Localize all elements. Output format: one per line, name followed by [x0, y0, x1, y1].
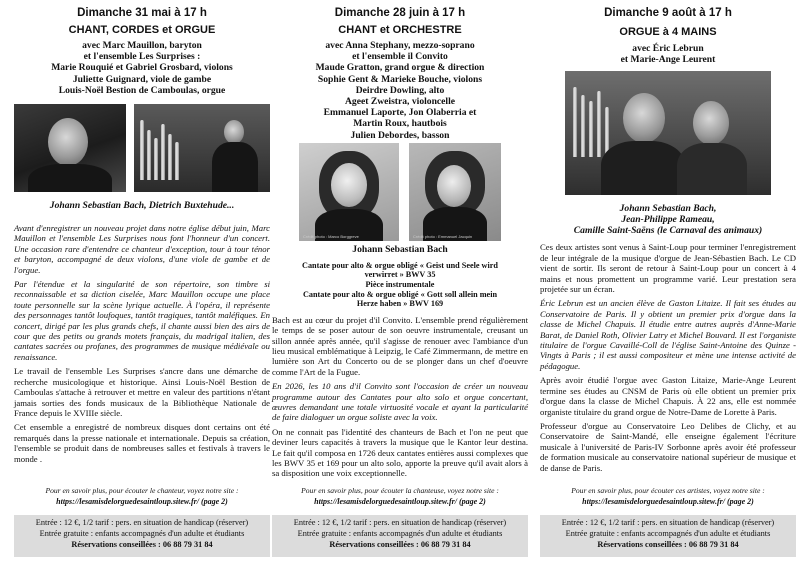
- paragraph: Avant d'enregistrer un nouveau projet dans notre église début juin, Marc Mauillon et l'ensemble Les Surprises nous font l'honneur d'un concert. Une occasion rare d'entendre ce chanteur d'exception, tour à tour ténor et baryton, accompagné de deux violons, d'une viole de gambe et de l'orgue.: [14, 223, 270, 275]
- paragraph: Après avoir étudié l'orgue avec Gaston Litaize, Marie-Ange Leurent termine ses études au CNSM de Paris où elle obtient un premier prix d'orgue dans la classe de Michel Chapuis. À 22 ans, elle est nommée organiste titulaire du grand orgue de Notre-Dame de Lorette à Paris.: [540, 375, 796, 417]
- concert-description: [14, 223, 270, 464]
- concert-column-june: [272, 0, 528, 565]
- performer-line: Deirdre Dowling, alto: [355, 84, 445, 96]
- concert-title: CHANT, CORDES et ORGUE: [68, 24, 216, 36]
- website-link[interactable]: https://lesamisdelorguedesaintloup.sitew.fr/ (page 2): [56, 497, 228, 506]
- free-entry-line: Entrée gratuite : enfants accompagnés d'un adulte et étudiants: [297, 529, 503, 538]
- performer-line: avec Éric Lebrun: [632, 43, 704, 54]
- price-line: Entrée : 12 €, 1/2 tarif : pers. en situation de handicap (réserver): [293, 518, 507, 527]
- concert-column-may: [14, 0, 270, 565]
- photo-row: [272, 143, 528, 241]
- performer-line: Ageet Zweistra, violoncelle: [344, 96, 456, 108]
- performer-line: avec Marc Mauillon, baryton: [82, 40, 202, 51]
- paragraph: Éric Lebrun est un ancien élève de Gaston Litaize. Il fait ses études au Conservatoire de Paris. Il y obtient un premier prix d'orgue dans la classe de Michel Chapuis. Il étudie entre autres auprès d'Anne-Marie Barat, de Daniel Roth, Olivier Latry et Michel Bouvard. Il est l'organiste titulaire de l'orgue Cavaillé-Coll de l'église Saint-Antoine des Quinze -Vingts à Paris ; il est aussi compositeur et mène une intense activité de pédagogue.: [540, 298, 796, 371]
- program-caption: [540, 203, 796, 236]
- paragraph: Le travail de l'ensemble Les Surprises s'ancre dans une démarche de recherche musicologique et historique. Ainsi Louis-Noël Bestion de Camboulas s'attache à retrouver et mettre en valeur des partitions n'étant jamais sorties des fonds musicaux de la Bibliothèque Nationale de France depuis le XVIIIe siècle.: [14, 366, 270, 418]
- work-line: Herze haben » BWV 169: [356, 299, 444, 309]
- ensemble-organ-photo: [134, 104, 270, 192]
- website-link[interactable]: https://lesamisdelorguedesaintloup.sitew.fr/ (page 2): [582, 497, 754, 506]
- more-info: [14, 486, 270, 507]
- performers-list: [14, 40, 270, 96]
- performer-line: et l'ensemble Les Surprises :: [83, 51, 201, 63]
- work-line: Cantate pour alto & orgue obligé « Geist und Seele wird: [302, 260, 498, 270]
- paragraph: Cet ensemble a enregistré de nombreux disques dont certains ont été remarqués dans la presse nationale et internationale. Depuis sa création, l'ensemble se produit dans de nombreuses salles et festivals à travers le monde .: [14, 422, 270, 464]
- price-line: Entrée : 12 €, 1/2 tarif : pers. en situation de handicap (réserver): [561, 518, 775, 527]
- concert-date: Dimanche 31 mai à 17 h: [77, 7, 207, 19]
- performer-line: et Marie-Ange Leurent: [620, 54, 716, 66]
- photo-row: [14, 104, 270, 192]
- portrait-photo-singer: [14, 104, 126, 192]
- concert-title: ORGUE à 4 MAINS: [619, 26, 717, 38]
- performer-line: Juliette Guignard, viole de gambe: [72, 73, 212, 85]
- concert-date: Dimanche 9 août à 17 h: [604, 7, 732, 19]
- concert-description: [272, 315, 528, 479]
- program-caption: Johann Sebastian Bach: [352, 243, 448, 255]
- performer-line: Emmanuel Laporte, Jon Olaberria et: [323, 107, 477, 119]
- free-entry-line: Entrée gratuite : enfants accompagnés d'un adulte et étudiants: [39, 529, 245, 538]
- caption-line: Camille Saint-Saëns (le Carnaval des animaux): [573, 225, 763, 237]
- work-line: Cantate pour alto & orgue obligé « Gott soll allein mein: [302, 289, 498, 299]
- paragraph: Professeur d'orgue au Conservatoire Leo Delibes de Clichy, et au Conservatoire de Saint-Mandé, elle enseigne également l'écriture musicale à l'université de Paris-IV Sorbonne après avoir été professeur de formation musicale au conservatoire national supérieur de musique et de danse de Paris.: [540, 420, 796, 473]
- duo-organists-photo: [565, 71, 771, 195]
- paragraph: En 2026, les 10 ans d'il Convito sont l'occasion de créer un nouveau programme autour des Cantates pour alto solo et orgue concertant, œuvres demandant une totale virtuosité vocale et ayant la particularité de faire dialoguer un orgue soliste avec la voix.: [272, 381, 528, 423]
- paragraph: Bach est au cœur du projet d'il Convito. L'ensemble prend régulièrement le temps de se poser autour de son oeuvre instrumentale, creusant un sillon année après année, qu'il s'agisse de renouer avec l'ambiance d'un lieu musical emblématique à Leipzig, le Café Zimmermann, de mettre en lumière son Art du Concerto ou de se plonger dans un chef d'oeuvre comme l'Art de la Fugue.: [272, 314, 528, 377]
- price-box: [272, 515, 528, 557]
- portrait-photo-singer: [299, 143, 399, 241]
- performer-line: et l'ensemble il Convito: [352, 51, 448, 63]
- more-info-text: Pour en savoir plus, pour écouter le chanteur, voyez notre site :: [45, 486, 239, 495]
- website-link[interactable]: https://lesamisdelorguedesaintloup.sitew.fr/ (page 2): [314, 497, 486, 506]
- more-info: [540, 486, 796, 507]
- caption-line: Johann Sebastian Bach,: [619, 203, 717, 215]
- concert-description: [540, 242, 796, 473]
- more-info-text: Pour en savoir plus, pour écouter ces artistes, voyez notre site :: [571, 486, 765, 495]
- work-line: Pièce instrumentale: [365, 280, 435, 290]
- performers-list: [272, 40, 528, 141]
- price-line: Entrée : 12 €, 1/2 tarif : pers. en situation de handicap (réserver): [35, 518, 249, 527]
- paragraph: On ne connait pas l'identité des chanteurs de Bach et l'on ne peut que deviner leurs capacités à travers la musique que le Kantor leur destina. Le fait qu'il composa en 1726 deux cantates entières aussi complexes que les BWV 35 et 169 pour un alto solo, apporte la preuve qu'il avait alors à sa disposition une voix exceptionnelle.: [272, 426, 528, 479]
- performer-line: avec Anna Stephany, mezzo-soprano: [325, 40, 475, 51]
- performer-line: Sophie Gent & Marieke Bouche, violons: [317, 73, 483, 85]
- portrait-photo-conductor: [409, 143, 501, 241]
- concert-date: Dimanche 28 juin à 17 h: [334, 7, 466, 19]
- reservation-line: Réservations conseillées : 06 88 79 31 84: [329, 540, 471, 549]
- performer-line: Maude Gratton, grand orgue & direction: [315, 62, 485, 74]
- performers-list: [540, 43, 796, 65]
- photo-credit: Crédit photo : Emmanuel Jacquin: [413, 233, 473, 239]
- reservation-line: Réservations conseillées : 06 88 79 31 84: [71, 540, 213, 549]
- performer-line: Martin Roux, hautbois: [353, 118, 447, 130]
- more-info-text: Pour en savoir plus, pour écouter la chanteuse, voyez notre site :: [301, 486, 499, 495]
- caption-line: Jean-Philippe Rameau,: [621, 214, 715, 226]
- concert-column-august: [540, 0, 796, 565]
- performer-line: Louis-Noël Bestion de Camboulas, orgue: [58, 84, 226, 96]
- paragraph: Par l'étendue et la singularité de son répertoire, son timbre si reconnaissable et sa diction ciselée, Marc Mauillon occupe une place toute personnelle sur la scène lyrique actuelle. À l'opéra, il représente des personnages tantôt loufoques, tantôt tragiques, tantôt maléfiques. En concert, dirigé par les plus grands chefs, il chante aussi bien des airs de cour que des petits ou grands motets français, du madrigal italien, des cantates sacrées ou profanes, des programmes de musique médiévale ou renaissance.: [14, 279, 270, 362]
- works-list: [272, 261, 528, 309]
- paragraph: Ces deux artistes sont venus à Saint-Loup pour terminer l'enregistrement de leur intégrale de la musique d'orgue de Jean-Sébastien Bach. Le CD vient de sortir. Ils seront de retour à Saint-Loup pour un concert à 4 mains et nous promettent un programme varié. Leur prestation sera projetée sur un écran.: [540, 242, 796, 295]
- work-line: verwirret » BWV 35: [364, 270, 436, 280]
- free-entry-line: Entrée gratuite : enfants accompagnés d'un adulte et étudiants: [565, 529, 771, 538]
- concert-title: CHANT et ORCHESTRE: [338, 24, 462, 36]
- photo-credit: Crédit photo : Marco Borggreve: [303, 233, 359, 239]
- more-info: [272, 486, 528, 507]
- reservation-line: Réservations conseillées : 06 88 79 31 84: [597, 540, 739, 549]
- price-box: [14, 515, 270, 557]
- price-box: [540, 515, 796, 557]
- program-caption: Johann Sebastian Bach, Dietrich Buxtehude...: [49, 200, 235, 212]
- performer-line: Julien Debordes, basson: [350, 129, 450, 141]
- performer-line: Marie Rouquié et Gabriel Grosbard, violons: [51, 62, 233, 74]
